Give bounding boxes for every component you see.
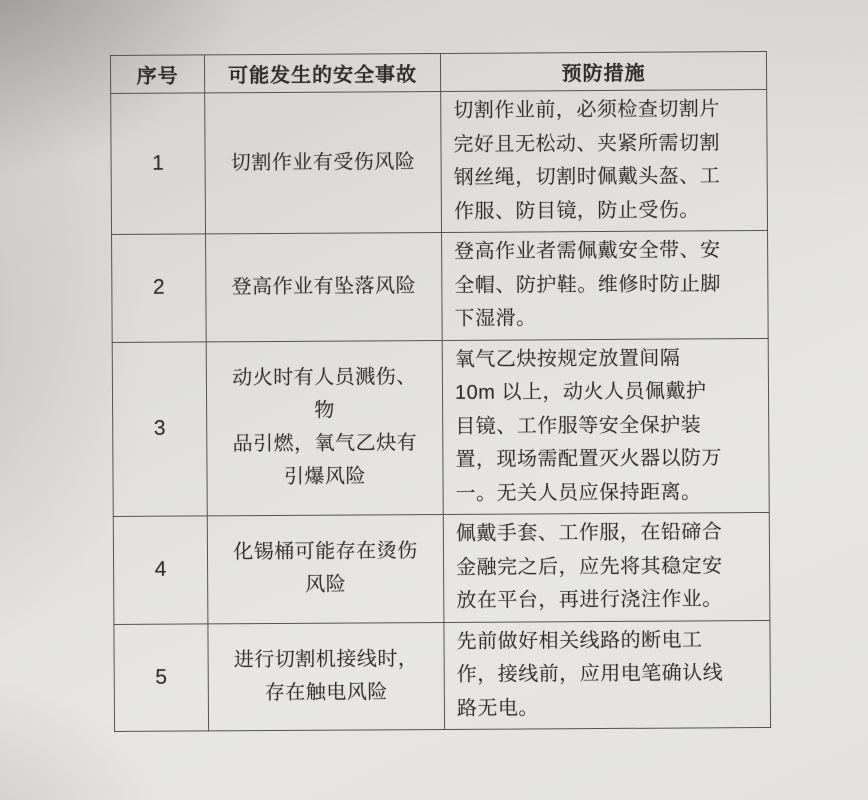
accident-cell: 切割作业有受伤风险 [205,91,442,233]
row-number: 1 [111,93,206,235]
accident-cell: 化锡桶可能存在烫伤 风险 [207,514,444,623]
accident-cell: 登高作业有坠落风险 [206,232,443,341]
accident-cell: 进行切割机接线时， 存在触电风险 [208,622,445,731]
header-cell-measures: 预防措施 [440,52,766,92]
safety-hazard-table [110,51,771,732]
measures-cell: 佩戴手套、工作服，在铅碲合 金融完之后，应先将其稳定安 放在平台，再进行浇注作业。 [443,512,770,621]
row-number: 2 [112,234,207,342]
accident-cell: 动火时有人员溅伤、 物 品引燃，氧气乙炔有 引爆风险 [206,340,443,516]
header-cell-accident: 可能发生的安全事故 [204,53,440,92]
table-row [112,338,769,517]
row-number: 3 [112,341,207,516]
header-cell-no: 序号 [110,55,204,94]
row-number: 5 [114,623,209,731]
table-row [113,512,770,624]
header-row [110,52,766,94]
table-row [114,620,771,732]
measures-cell: 先前做好相关线路的断电工 作，接线前，应用电笔确认线 路无电。 [444,620,771,729]
measures-cell: 氧气乙炔按规定放置间隔 10m 以上，动火人员佩戴护 目镜、工作服等安全保护装 置，现场需配置灭火器以防万 一。无关人员应保持距离。 [442,338,769,514]
measures-cell: 登高作业者需佩戴安全带、安 全帽、防护鞋。维修时防止脚 下湿滑。 [442,230,769,339]
measures-cell: 切割作业前，必须检查切割片 完好且无松动、夹紧所需切割 钢丝绳，切割时佩戴头盔、工 作服、防目镜，防止受伤。 [441,90,768,233]
table-row [112,230,769,342]
row-number: 4 [113,516,208,624]
table-row [111,90,768,235]
